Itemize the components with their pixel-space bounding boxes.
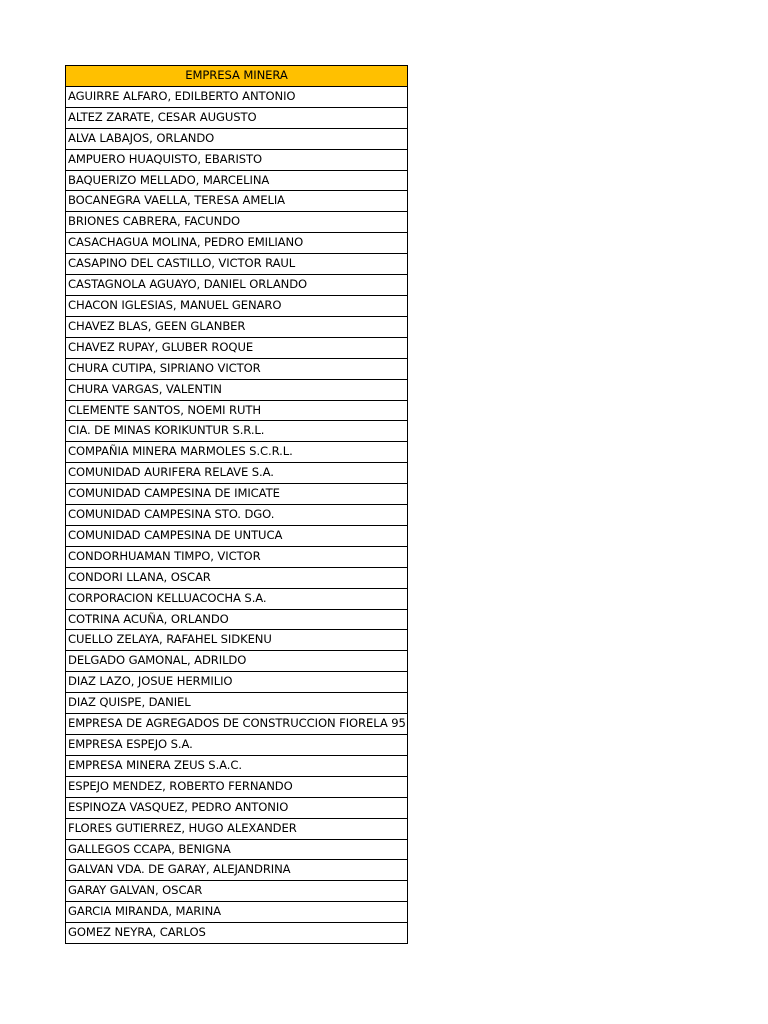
table-row: [66, 128, 408, 149]
table-cell[interactable]: GOMEZ NEYRA, CARLOS: [66, 923, 408, 944]
table-cell[interactable]: COMUNIDAD CAMPESINA DE IMICATE: [66, 484, 408, 505]
table-cell[interactable]: DELGADO GAMONAL, ADRILDO: [66, 651, 408, 672]
table-row: [66, 588, 408, 609]
table-row: [66, 400, 408, 421]
table-row: [66, 212, 408, 233]
table-cell[interactable]: DIAZ LAZO, JOSUE HERMILIO: [66, 672, 408, 693]
table-row: [66, 860, 408, 881]
table-row: [66, 567, 408, 588]
table-row: [66, 107, 408, 128]
table-cell[interactable]: CHAVEZ RUPAY, GLUBER ROQUE: [66, 337, 408, 358]
table-cell[interactable]: CLEMENTE SANTOS, NOEMI RUTH: [66, 400, 408, 421]
table-cell[interactable]: ESPEJO MENDEZ, ROBERTO FERNANDO: [66, 776, 408, 797]
table-row: [66, 275, 408, 296]
table-row: [66, 609, 408, 630]
table-cell[interactable]: CONDORHUAMAN TIMPO, VICTOR: [66, 546, 408, 567]
table-row: [66, 525, 408, 546]
table-row: [66, 630, 408, 651]
table-cell[interactable]: ESPINOZA VASQUEZ, PEDRO ANTONIO: [66, 797, 408, 818]
table-cell[interactable]: FLORES GUTIERREZ, HUGO ALEXANDER: [66, 818, 408, 839]
table-cell[interactable]: CHURA VARGAS, VALENTIN: [66, 379, 408, 400]
table-cell[interactable]: CASAPINO DEL CASTILLO, VICTOR RAUL: [66, 254, 408, 275]
table-row: [66, 484, 408, 505]
table-row: [66, 881, 408, 902]
table-row: [66, 463, 408, 484]
table-cell[interactable]: AMPUERO HUAQUISTO, EBARISTO: [66, 149, 408, 170]
table-row: [66, 442, 408, 463]
table-cell[interactable]: AGUIRRE ALFARO, EDILBERTO ANTONIO: [66, 86, 408, 107]
table-row: [66, 651, 408, 672]
table-cell[interactable]: COMUNIDAD CAMPESINA STO. DGO.: [66, 505, 408, 526]
table-cell[interactable]: CHACON IGLESIAS, MANUEL GENARO: [66, 295, 408, 316]
table-cell[interactable]: ALTEZ ZARATE, CESAR AUGUSTO: [66, 107, 408, 128]
table-row: [66, 358, 408, 379]
table-row: [66, 254, 408, 275]
table-cell[interactable]: DIAZ QUISPE, DANIEL: [66, 693, 408, 714]
table-cell[interactable]: GARAY GALVAN, OSCAR: [66, 881, 408, 902]
table-row: [66, 755, 408, 776]
table-cell[interactable]: EMPRESA MINERA ZEUS S.A.C.: [66, 755, 408, 776]
table-row: [66, 149, 408, 170]
table-row: [66, 379, 408, 400]
table-row: [66, 233, 408, 254]
table-row: [66, 902, 408, 923]
table-row: [66, 546, 408, 567]
table-cell[interactable]: CASACHAGUA MOLINA, PEDRO EMILIANO: [66, 233, 408, 254]
table-row: [66, 923, 408, 944]
table-row: [66, 672, 408, 693]
table-row: [66, 421, 408, 442]
table-cell[interactable]: CUELLO ZELAYA, RAFAHEL SIDKENU: [66, 630, 408, 651]
table-cell[interactable]: CIA. DE MINAS KORIKUNTUR S.R.L.: [66, 421, 408, 442]
table-row: [66, 295, 408, 316]
table-cell[interactable]: COMUNIDAD AURIFERA RELAVE S.A.: [66, 463, 408, 484]
table-cell[interactable]: CHAVEZ BLAS, GEEN GLANBER: [66, 316, 408, 337]
table-row: [66, 839, 408, 860]
table-body: [66, 66, 408, 944]
table-row: [66, 714, 408, 735]
table-cell[interactable]: ALVA LABAJOS, ORLANDO: [66, 128, 408, 149]
table-row: [66, 797, 408, 818]
table-cell[interactable]: GARCIA MIRANDA, MARINA: [66, 902, 408, 923]
table-row: [66, 735, 408, 756]
table-cell[interactable]: EMPRESA ESPEJO S.A.: [66, 735, 408, 756]
table-cell[interactable]: EMPRESA DE AGREGADOS DE CONSTRUCCION FIORELA 95: [66, 714, 408, 735]
table-cell[interactable]: BOCANEGRA VAELLA, TERESA AMELIA: [66, 191, 408, 212]
table-cell[interactable]: BRIONES CABRERA, FACUNDO: [66, 212, 408, 233]
table-row: [66, 316, 408, 337]
table-row: [66, 818, 408, 839]
table-row: [66, 337, 408, 358]
table-cell[interactable]: COMUNIDAD CAMPESINA DE UNTUCA: [66, 525, 408, 546]
table-cell[interactable]: BAQUERIZO MELLADO, MARCELINA: [66, 170, 408, 191]
empresa-minera-table: [65, 65, 408, 944]
table-row: [66, 693, 408, 714]
table-row: [66, 86, 408, 107]
table-cell[interactable]: GALLEGOS CCAPA, BENIGNA: [66, 839, 408, 860]
table-cell[interactable]: CONDORI LLANA, OSCAR: [66, 567, 408, 588]
table-cell[interactable]: CORPORACION KELLUACOCHA S.A.: [66, 588, 408, 609]
table-cell[interactable]: COMPAÑIA MINERA MARMOLES S.C.R.L.: [66, 442, 408, 463]
table-cell[interactable]: COTRINA ACUÑA, ORLANDO: [66, 609, 408, 630]
table-row: [66, 776, 408, 797]
table-row: [66, 505, 408, 526]
table-cell[interactable]: CASTAGNOLA AGUAYO, DANIEL ORLANDO: [66, 275, 408, 296]
table-cell[interactable]: CHURA CUTIPA, SIPRIANO VICTOR: [66, 358, 408, 379]
table-row: [66, 170, 408, 191]
table-row: [66, 191, 408, 212]
table-cell[interactable]: GALVAN VDA. DE GARAY, ALEJANDRINA: [66, 860, 408, 881]
header-cell-empresa-minera[interactable]: EMPRESA MINERA: [66, 66, 408, 87]
header-row: [66, 66, 408, 87]
